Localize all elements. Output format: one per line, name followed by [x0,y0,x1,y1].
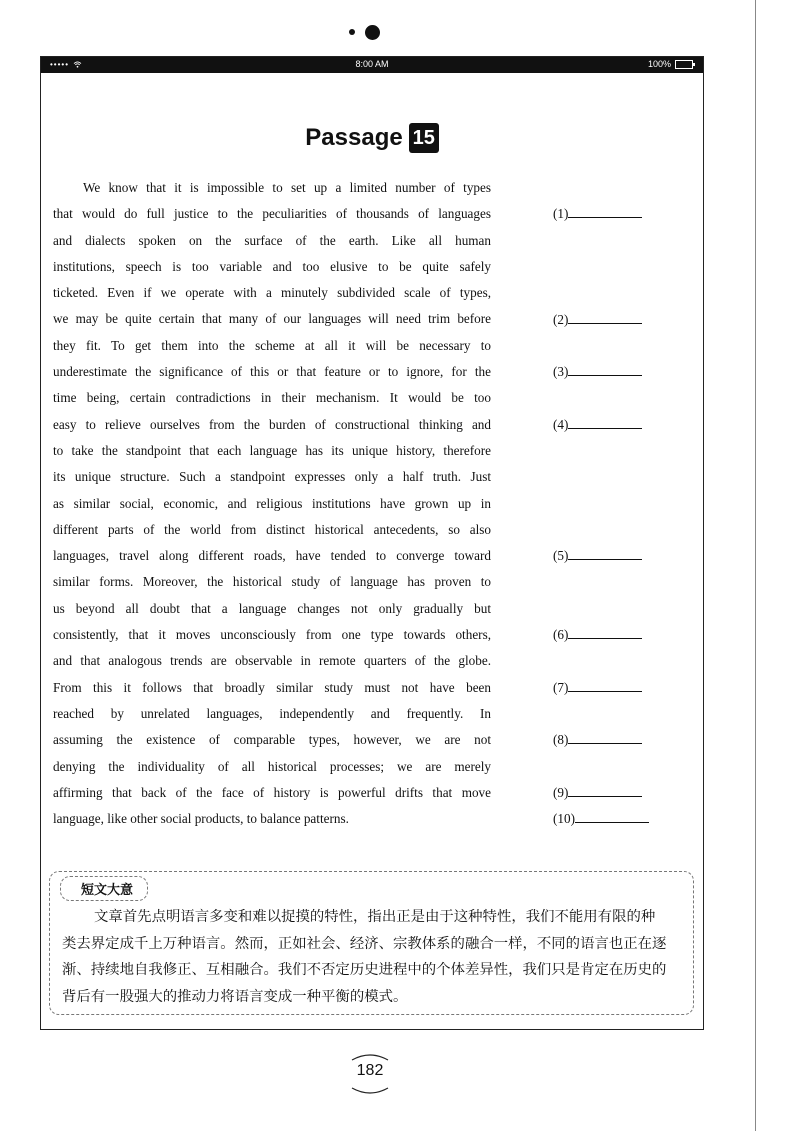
answer-blank[interactable] [553,359,642,385]
passage-line: us beyond all doubt that a language changes not only gradually but [53,600,491,616]
blank-line[interactable] [568,414,642,429]
blank-label: (7) [553,679,569,695]
passage-line: institutions, speech is too variable and too elusive to be quite safely [53,258,491,274]
passage-line: time being, certain contradictions in their mechanism. It would be too [53,390,491,406]
page-number [340,1052,400,1096]
blank-label: (5) [553,548,569,564]
answer-blank[interactable] [553,675,642,701]
blank-label: (1) [553,206,569,222]
blank-label: (8) [553,732,569,748]
passage-line: its unique structure. Such a standpoint expresses only a half truth. Just [53,469,491,485]
passage-line: languages, travel along different roads, have tended to converge toward [53,548,491,564]
signal-dots: ••••• [50,60,70,69]
passage-line: affirming that back of the face of history is powerful drifts that move [53,784,491,800]
device-screen [40,56,704,1030]
passage-line: we may be quite certain that many of our languages will need trim before [53,311,491,327]
blank-label: (3) [553,364,569,380]
passage-line: to take the standpoint that each language has its unique history, therefore [53,442,491,458]
blank-line[interactable] [575,808,649,823]
blank-label: (6) [553,627,569,643]
passage-line: reached by unrelated languages, independently and frequently. In [53,705,491,721]
page-edge-rule [755,0,756,1131]
battery-indicator [648,59,693,69]
blank-line[interactable] [568,309,642,324]
blank-line[interactable] [568,782,642,797]
blank-line[interactable] [568,203,642,218]
answer-blank[interactable] [553,806,649,832]
passage-number-badge: 15 [409,123,439,153]
answer-blank[interactable] [553,412,642,438]
passage-line: We know that it is impossible to set up a limited number of types [83,180,491,195]
passage-title-label: Passage [305,124,403,151]
blank-line[interactable] [568,545,642,560]
page-number-text: 182 [356,1062,384,1079]
passage-line: different parts of the world from distinct historical antecedents, so also [53,521,491,537]
sensor-dot [349,29,355,35]
answer-blank[interactable] [553,307,642,333]
passage-line: ticketed. Even if we operate with a minutely subdivided scale of types, [53,285,491,301]
blank-label: (10) [553,811,575,827]
passage-line: they fit. To get them into the scheme at all it will be necessary to [53,337,491,353]
passage-line: underestimate the significance of this or that feature or to ignore, for the [53,364,491,380]
summary-heading: 短文大意 [60,876,148,901]
summary-line: 类去界定成千上万种语言。然而，正如社会、经济、宗教体系的融合一样，不同的语言也正在逐 [62,935,667,952]
passage-text [53,175,491,832]
summary-line: 背后有一股强大的推动力将语言变成一种平衡的模式。 [62,988,408,1005]
summary-line: 渐、持续地自我修正、互相融合。我们不否定历史进程中的个体差异性，我们只是肯定在历史的 [62,962,667,978]
passage-line: language, like other social products, to balance patterns. [53,811,349,827]
answer-blank[interactable] [553,727,642,753]
blank-label: (9) [553,784,569,800]
passage-line: denying the individuality of all historical processes; we are merely [53,758,491,774]
passage-line: easy to relieve ourselves from the burden of constructional thinking and [53,416,491,432]
camera-lens [365,25,380,40]
passage-line: From this it follows that broadly similar study must not have been [53,679,491,695]
battery-icon [675,60,693,69]
passage-line: assuming the existence of comparable types, however, we are not [53,732,491,748]
passage-title [41,123,703,153]
status-time: 8:00 AM [355,59,389,69]
passage-line: and that analogous trends are observable in remote quarters of the globe. [53,653,491,669]
passage-line: as similar social, economic, and religious institutions have grown up in [53,495,491,511]
blank-line[interactable] [568,361,642,376]
passage-line: that would do full justice to the peculiarities of thousands of languages [53,206,491,222]
blank-line[interactable] [568,677,642,692]
status-bar [41,57,703,73]
summary-box [49,871,694,1015]
blank-label: (2) [553,311,569,327]
answer-blank[interactable] [553,201,642,227]
summary-text [62,904,680,1010]
answer-blank[interactable] [553,543,642,569]
answer-blank[interactable] [553,622,642,648]
battery-percent: 100% [647,59,671,69]
passage-line: and dialects spoken on the surface of the earth. Like all human [53,232,491,248]
passage-line: similar forms. Moreover, the historical study of language has proven to [53,574,491,590]
answer-blank[interactable] [553,780,642,806]
blank-label: (4) [553,416,569,432]
device-camera [343,24,383,40]
blank-line[interactable] [568,624,642,639]
summary-line: 文章首先点明语言多变和难以捉摸的特性，指出正是由于这种特性，我们不能用有限的种 [94,909,656,925]
passage-line: consistently, that it moves unconsciously from one type towards others, [53,627,491,643]
blank-line[interactable] [568,729,642,744]
